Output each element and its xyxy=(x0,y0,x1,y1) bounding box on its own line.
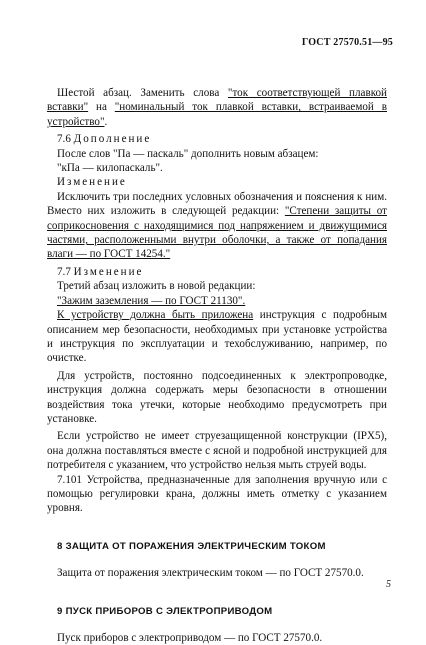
underlined-phrase: "Степени защиты от соприкосновения с находящимися под напряжением и движущимися частями, расположенными внутри оболочки, а также от попадания влаги — по ГОСТ 14254." xyxy=(47,205,387,261)
paragraph-7-7-c xyxy=(47,308,387,366)
section-title: Изменение xyxy=(73,265,144,278)
underlined-phrase: К устройству должна быть приложена xyxy=(57,309,254,322)
underlined-phrase: "ток соответствующей плавкой вставки" xyxy=(47,87,387,114)
text-segment: . xyxy=(104,115,108,128)
paragraph-7-101: 7.101 Устройства, предназначенные для заполнения вручную или с помощью регулировки крана, должны иметь отметку с указанием уровня. xyxy=(47,473,387,515)
paragraph-sixth-replace xyxy=(47,86,387,129)
document-body xyxy=(47,86,387,645)
page-number: 5 xyxy=(386,579,391,590)
section-8-body: Защита от поражения электрическим током — по ГОСТ 27570.0. xyxy=(57,567,364,580)
text-segment: Исключить три последних условных обозначения и пояснения к ним. Вместо них изложить в следующей редакции: xyxy=(47,190,387,218)
section-9-title: 9 ПУСК ПРИБОРОВ С ЭЛЕКТРОПРИВОДОМ xyxy=(57,605,273,617)
text-segment: Шестой абзац. Заменить слова xyxy=(57,87,228,99)
underlined-phrase: "номинальный ток плавкой вставки, встраиваемой в устройство" xyxy=(47,101,387,128)
change-label: Изменение xyxy=(57,176,127,189)
paragraph-7-7-b xyxy=(47,294,387,308)
paragraph-7-6-c xyxy=(47,190,387,262)
section-9-body: Пуск приборов с электроприводом — по ГОСТ 27570.0. xyxy=(57,632,323,644)
paragraph-7-6-b: "кПа — килопаскаль". xyxy=(57,162,163,175)
paragraph-7-7-e: Если устройство не имеет струезащищенной конструкции (IPX5), она должна поставляться вместе с ясной и подробной инструкцией для потребителя с указанием, что устройство нельзя мыть струей воды. xyxy=(47,430,387,472)
text-segment: на xyxy=(88,101,115,114)
document-header: ГОСТ 27570.51—95 xyxy=(301,37,393,48)
paragraph-7-6-a: После слов "Па — паскаль" дополнить новым абзацем: xyxy=(57,147,319,160)
underlined-phrase: "Зажим заземления — по ГОСТ 21130". xyxy=(57,294,246,307)
section-number: 7.7 xyxy=(57,265,74,278)
section-title: Дополнение xyxy=(73,133,152,146)
section-number: 7.6 xyxy=(57,133,74,146)
paragraph-7-7-d: Для устройств, постоянно подсоединенных к электропроводке, инструкция должна содержать меры безопасности в отношении воздействия тока утечки, которые необходимо предусмотреть при установке. xyxy=(47,369,387,425)
text-segment: инструкция с подробным описанием мер безопасности, необходимых при установке устройства и инструкция по эксплуатации и техобслуживанию, например, по очистке. xyxy=(47,309,387,365)
paragraph-7-7-a: Третий абзац изложить в новой редакции: xyxy=(57,280,256,293)
section-8-title: 8 ЗАЩИТА ОТ ПОРАЖЕНИЯ ЭЛЕКТРИЧЕСКИМ ТОКОМ xyxy=(57,540,326,552)
section-7-6-heading xyxy=(47,132,387,146)
section-7-7-heading xyxy=(47,265,387,279)
